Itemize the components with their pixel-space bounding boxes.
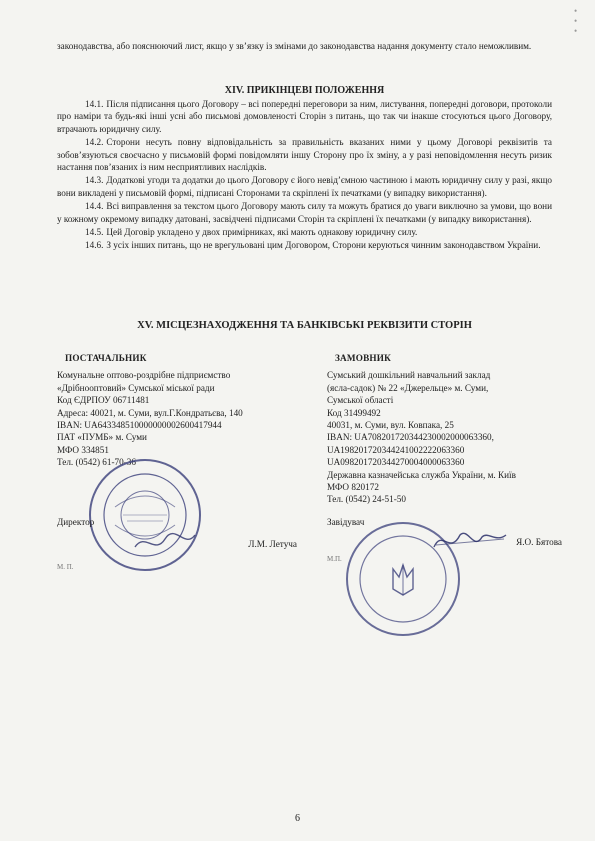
customer-line: Сумської області	[327, 395, 394, 406]
section-14-clauses	[57, 98, 552, 253]
clause-number: 14.6.	[85, 240, 104, 251]
clause-text: Після підписання цього Договору – всі попередні переговори за ним, листування, попередні договори, протоколи про наміри та будь-які інші усні або письмові домовленості Сторін з питань, що так чи інакше стосуються цього Договору, втрачають юридичну силу.	[57, 99, 552, 134]
customer-line: (ясла-садок) № 22 «Джерельце» м. Суми,	[327, 382, 489, 393]
page-number: 6	[295, 813, 300, 824]
clause	[57, 174, 552, 199]
customer-line: Код 31499492	[327, 407, 381, 418]
intro-paragraph: законодавства, або пояснюючий лист, якщо у зв’язку із змінами до законодавства надання документу стало неможливим.	[57, 41, 532, 51]
customer-signature	[430, 525, 510, 557]
customer-line: 40031, м. Суми, вул. Ковпака, 25	[327, 420, 454, 431]
clause	[57, 226, 552, 238]
section-14-title: XIV. ПРИКІНЦЕВІ ПОЛОЖЕННЯ	[224, 85, 385, 96]
corner-mark: • • •	[574, 6, 578, 36]
supplier-details	[57, 352, 287, 469]
supplier-signature	[130, 527, 200, 557]
clause-number: 14.5.	[85, 227, 104, 238]
customer-heading: ЗАМОВНИК	[335, 353, 391, 363]
clause-text: Сторони несуть повну відповідальність за правильність вказаних ними у цьому Договорі реквізитів та зобов’язуються своєчасно у письмовій формі повідомляти іншу Сторону про їх зміну, а у разі неповідомлення несуть ризик настання пов’язаних із ним несприятливих наслідків.	[57, 137, 552, 173]
customer-line: UA198201720344241002222063360	[327, 444, 465, 455]
clause	[57, 136, 552, 173]
supplier-line: IBAN: UA643348510000000002600417944	[57, 420, 222, 431]
customer-line: Державна казначейська служба України, м. Київ	[327, 469, 516, 480]
customer-mp-label: М.П.	[327, 555, 342, 563]
supplier-seal	[85, 455, 205, 575]
customer-role: Завідувач	[327, 517, 365, 527]
clause-number: 14.4.	[85, 201, 104, 212]
section-15-title: XV. МІСЦЕЗНАХОДЖЕННЯ ТА БАНКІВСЬКІ РЕКВІЗИТИ СТОРІН	[137, 320, 472, 331]
supplier-line: Код ЄДРПОУ 06711481	[57, 395, 150, 406]
supplier-signer-name: Л.М. Летуча	[248, 539, 297, 549]
supplier-line: МФО 334851	[57, 444, 109, 455]
customer-line: МФО 820172	[327, 482, 379, 493]
supplier-line: Адреса: 40021, м. Суми, вул.Г.Кондратьєва, 140	[57, 407, 243, 418]
clause-text: Додаткові угоди та додатки до цього Договору є його невід’ємною частиною і мають юридичну силу у разі, якщо вони викладені у письмовій формі, підписані Сторонами та скріплені їх печатками (у випадку використання).	[57, 175, 552, 198]
supplier-role: Директор	[57, 517, 95, 527]
clause-number: 14.3.	[85, 175, 104, 186]
supplier-line: Тел. (0542) 61-70-36	[57, 457, 136, 468]
supplier-heading: ПОСТАЧАЛЬНИК	[65, 353, 147, 363]
clause-number: 14.1.	[85, 99, 104, 109]
clause	[57, 239, 552, 251]
supplier-line: «Дрібнооптовий» Сумської міської ради	[57, 382, 215, 393]
customer-details	[327, 352, 562, 506]
customer-line: IBAN: UA708201720344230002000063360,	[327, 432, 494, 443]
customer-line: UA098201720344270004000063360	[327, 457, 465, 468]
customer-line: Сумський дошкільний навчальний заклад	[327, 370, 491, 381]
clause	[57, 200, 552, 225]
clause-number: 14.2.	[85, 137, 104, 148]
supplier-line: ПАТ «ПУМБ» м. Суми	[57, 432, 147, 443]
customer-line: Тел. (0542) 24-51-50	[327, 494, 406, 505]
clause-text: Цей Договір укладено у двох примірниках, які мають однакову юридичну силу.	[106, 227, 418, 238]
supplier-mp-label: М. П.	[57, 563, 74, 571]
customer-signer-name: Я.О. Бятова	[516, 537, 562, 547]
clause-text: Всі виправлення за текстом цього Договору мають силу та можуть братися до уваги виключно за умови, що вони у кожному окремому випадку датовані, засвідчені підписами Сторін та скріплені їх печатками (у випадку використання).	[57, 201, 552, 224]
supplier-line: Комунальне оптово-роздрібне підприємство	[57, 370, 231, 381]
clause-text: З усіх інших питань, що не врегульовані цим Договором, Сторони керуються чинним законодавством України.	[106, 240, 541, 251]
clause	[57, 98, 552, 135]
